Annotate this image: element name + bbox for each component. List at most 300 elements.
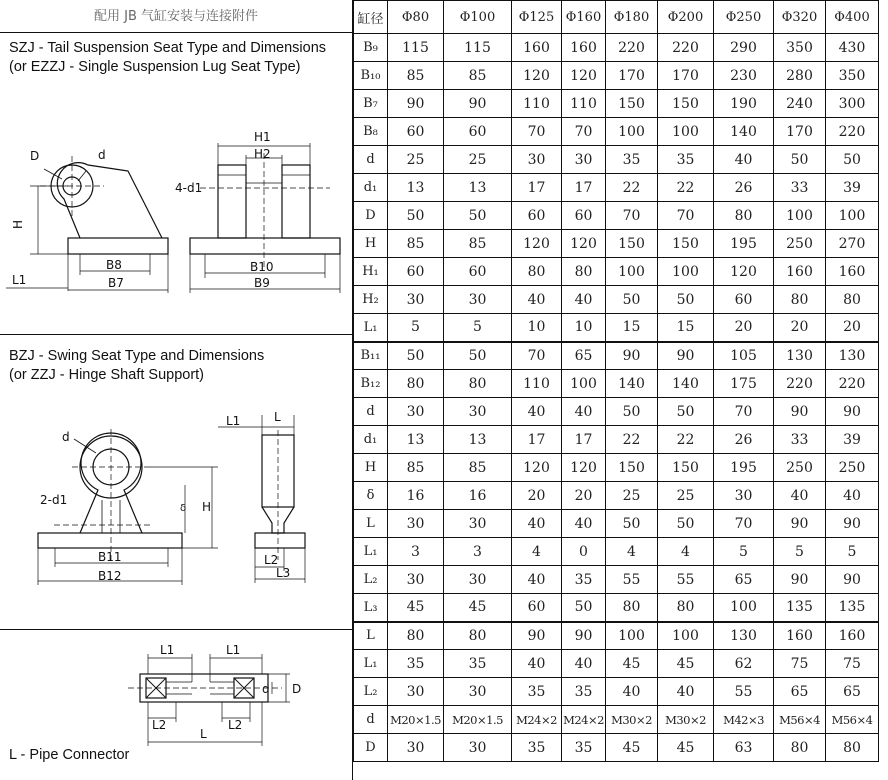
szj-label-d: d xyxy=(98,148,106,162)
value-cell: 160 xyxy=(826,258,879,286)
value-cell: 4 xyxy=(658,538,714,566)
value-cell: 100 xyxy=(658,118,714,146)
value-cell: 65 xyxy=(562,342,606,370)
value-cell: 30 xyxy=(714,482,774,510)
value-cell: 90 xyxy=(512,622,562,650)
szj-label-H: H xyxy=(11,219,25,229)
value-cell: 80 xyxy=(444,622,512,650)
value-cell: 50 xyxy=(658,510,714,538)
value-cell: 39 xyxy=(826,174,879,202)
table-row xyxy=(354,174,879,202)
value-cell: 30 xyxy=(388,398,444,426)
value-cell: 110 xyxy=(512,90,562,118)
szj-title: SZJ - Tail Suspension Seat Type and Dimensions (or EZZJ - Single Suspension Lug Seat Type) xyxy=(9,40,327,75)
value-cell: M56×4 xyxy=(774,706,826,734)
value-cell: 100 xyxy=(606,622,658,650)
value-cell: M20×1.5 xyxy=(444,706,512,734)
bore-col: Φ320 xyxy=(774,1,826,34)
value-cell: 85 xyxy=(388,454,444,482)
value-cell: 110 xyxy=(562,90,606,118)
value-cell: 22 xyxy=(658,174,714,202)
value-cell: 30 xyxy=(444,678,512,706)
bore-col: Φ200 xyxy=(658,1,714,34)
table-row xyxy=(354,510,879,538)
value-cell: 170 xyxy=(606,62,658,90)
value-cell: 50 xyxy=(388,202,444,230)
value-cell: 60 xyxy=(714,286,774,314)
value-cell: 80 xyxy=(774,734,826,762)
value-cell: M24×2 xyxy=(562,706,606,734)
value-cell: 240 xyxy=(774,90,826,118)
table-row xyxy=(354,146,879,174)
value-cell: 55 xyxy=(606,566,658,594)
value-cell: 65 xyxy=(774,678,826,706)
value-cell: 4 xyxy=(606,538,658,566)
value-cell: 220 xyxy=(826,118,879,146)
value-cell: 115 xyxy=(444,34,512,62)
value-cell: 35 xyxy=(562,678,606,706)
bore-col: Φ180 xyxy=(606,1,658,34)
value-cell: 75 xyxy=(826,650,879,678)
spec-table xyxy=(353,0,879,762)
value-cell: 100 xyxy=(714,594,774,622)
value-cell: 150 xyxy=(658,454,714,482)
value-cell: 62 xyxy=(714,650,774,678)
value-cell: 100 xyxy=(826,202,879,230)
value-cell: 35 xyxy=(388,650,444,678)
value-cell: 80 xyxy=(658,594,714,622)
szj-lug-body xyxy=(57,163,162,238)
bzj-label-L2: L2 xyxy=(264,553,279,567)
value-cell: 195 xyxy=(714,230,774,258)
value-cell: 135 xyxy=(826,594,879,622)
bzj-drawing xyxy=(0,335,353,630)
value-cell: 50 xyxy=(774,146,826,174)
table-row xyxy=(354,454,879,482)
value-cell: 140 xyxy=(606,370,658,398)
value-cell: 90 xyxy=(658,342,714,370)
table-row xyxy=(354,398,879,426)
value-cell: 50 xyxy=(562,594,606,622)
value-cell: 20 xyxy=(826,314,879,342)
value-cell: 80 xyxy=(512,258,562,286)
value-cell: 70 xyxy=(562,118,606,146)
value-cell: 30 xyxy=(444,398,512,426)
szj-label-hole: 4-d1 xyxy=(175,181,203,195)
value-cell: 130 xyxy=(774,342,826,370)
value-cell: 13 xyxy=(388,174,444,202)
value-cell: 30 xyxy=(444,286,512,314)
value-cell: 20 xyxy=(512,482,562,510)
value-cell: 90 xyxy=(774,398,826,426)
value-cell: 120 xyxy=(512,230,562,258)
szj-label-D: D xyxy=(30,149,40,163)
value-cell: 100 xyxy=(562,370,606,398)
value-cell: 50 xyxy=(658,286,714,314)
value-cell: 250 xyxy=(774,230,826,258)
value-cell: 85 xyxy=(444,230,512,258)
value-cell: 5 xyxy=(388,314,444,342)
value-cell: 40 xyxy=(562,398,606,426)
szj-drawing xyxy=(0,33,353,335)
value-cell: 270 xyxy=(826,230,879,258)
param-cell: L₁ xyxy=(354,314,388,342)
value-cell: 350 xyxy=(774,34,826,62)
value-cell: 50 xyxy=(444,342,512,370)
value-cell: 5 xyxy=(774,538,826,566)
value-cell: 100 xyxy=(606,258,658,286)
value-cell: 15 xyxy=(606,314,658,342)
value-cell: 17 xyxy=(562,426,606,454)
value-cell: 60 xyxy=(388,118,444,146)
table-row xyxy=(354,118,879,146)
value-cell: 220 xyxy=(826,370,879,398)
bzj-label-d: d xyxy=(62,430,70,444)
value-cell: M24×2 xyxy=(512,706,562,734)
param-cell: B₁₁ xyxy=(354,342,388,370)
bore-col: Φ250 xyxy=(714,1,774,34)
param-cell: B₁₂ xyxy=(354,370,388,398)
value-cell: 25 xyxy=(658,482,714,510)
value-cell: 26 xyxy=(714,174,774,202)
value-cell: 30 xyxy=(388,566,444,594)
table-row xyxy=(354,566,879,594)
value-cell: 100 xyxy=(658,258,714,286)
value-cell: 22 xyxy=(606,426,658,454)
param-cell: B₇ xyxy=(354,90,388,118)
value-cell: 115 xyxy=(388,34,444,62)
pipe-label-L: L xyxy=(200,727,207,741)
param-cell: d xyxy=(354,706,388,734)
bzj-label-L1: L1 xyxy=(226,414,241,428)
value-cell: 30 xyxy=(388,286,444,314)
value-cell: 70 xyxy=(512,342,562,370)
value-cell: 120 xyxy=(562,230,606,258)
value-cell: 90 xyxy=(388,90,444,118)
value-cell: 90 xyxy=(774,566,826,594)
value-cell: 4 xyxy=(512,538,562,566)
bore-col: Φ160 xyxy=(562,1,606,34)
value-cell: 40 xyxy=(512,566,562,594)
table-header xyxy=(354,1,879,34)
param-cell: B₁₀ xyxy=(354,62,388,90)
value-cell: 63 xyxy=(714,734,774,762)
value-cell: 22 xyxy=(658,426,714,454)
value-cell: 110 xyxy=(512,370,562,398)
szj-front-ear-right xyxy=(282,165,310,238)
param-cell: d xyxy=(354,146,388,174)
value-cell: 35 xyxy=(562,566,606,594)
param-cell: B₉ xyxy=(354,34,388,62)
value-cell: 220 xyxy=(606,34,658,62)
value-cell: M30×2 xyxy=(606,706,658,734)
value-cell: 10 xyxy=(562,314,606,342)
table-row xyxy=(354,734,879,762)
table-row xyxy=(354,706,879,734)
value-cell: 130 xyxy=(714,622,774,650)
value-cell: 120 xyxy=(714,258,774,286)
value-cell: 250 xyxy=(826,454,879,482)
value-cell: 80 xyxy=(606,594,658,622)
value-cell: 85 xyxy=(388,230,444,258)
value-cell: 60 xyxy=(562,202,606,230)
value-cell: 75 xyxy=(774,650,826,678)
value-cell: 35 xyxy=(658,146,714,174)
value-cell: 40 xyxy=(826,482,879,510)
param-cell: H xyxy=(354,230,388,258)
param-cell: D xyxy=(354,734,388,762)
param-cell: d₁ xyxy=(354,426,388,454)
szj-label-B9: B9 xyxy=(254,276,270,290)
value-cell: 80 xyxy=(714,202,774,230)
value-cell: 90 xyxy=(826,566,879,594)
value-cell: 26 xyxy=(714,426,774,454)
value-cell: 25 xyxy=(388,146,444,174)
value-cell: 90 xyxy=(606,342,658,370)
value-cell: 17 xyxy=(512,426,562,454)
value-cell: 70 xyxy=(606,202,658,230)
value-cell: 35 xyxy=(444,650,512,678)
value-cell: 40 xyxy=(714,146,774,174)
value-cell: 0 xyxy=(562,538,606,566)
value-cell: 50 xyxy=(388,342,444,370)
pipe-panel xyxy=(0,630,353,780)
value-cell: 150 xyxy=(606,90,658,118)
value-cell: 195 xyxy=(714,454,774,482)
table-row xyxy=(354,34,879,62)
value-cell: 33 xyxy=(774,174,826,202)
accessory-header: 配用 JB 气缸安装与连接附件 xyxy=(0,0,353,33)
table-row xyxy=(354,286,879,314)
bore-col: Φ400 xyxy=(826,1,879,34)
bore-col: Φ80 xyxy=(388,1,444,34)
value-cell: 300 xyxy=(826,90,879,118)
table-row xyxy=(354,90,879,118)
bzj-label-B11: B11 xyxy=(98,550,122,564)
table-row xyxy=(354,202,879,230)
bzj-label-L: L xyxy=(274,410,281,424)
value-cell: 30 xyxy=(562,146,606,174)
value-cell: 430 xyxy=(826,34,879,62)
value-cell: 50 xyxy=(606,510,658,538)
value-cell: 30 xyxy=(444,566,512,594)
value-cell: 70 xyxy=(714,510,774,538)
bzj-side-base xyxy=(255,533,305,548)
param-cell: d xyxy=(354,398,388,426)
value-cell: 40 xyxy=(562,650,606,678)
table-row xyxy=(354,258,879,286)
value-cell: 50 xyxy=(444,202,512,230)
value-cell: 120 xyxy=(562,62,606,90)
value-cell: 45 xyxy=(658,650,714,678)
value-cell: M30×2 xyxy=(658,706,714,734)
value-cell: 100 xyxy=(774,202,826,230)
bore-col: Φ100 xyxy=(444,1,512,34)
value-cell: 90 xyxy=(562,622,606,650)
param-cell: H xyxy=(354,454,388,482)
value-cell: 40 xyxy=(512,650,562,678)
param-cell: H₁ xyxy=(354,258,388,286)
value-cell: 150 xyxy=(606,454,658,482)
value-cell: 50 xyxy=(606,398,658,426)
value-cell: 85 xyxy=(388,62,444,90)
value-cell: 40 xyxy=(562,510,606,538)
bzj-label-B12: B12 xyxy=(98,569,122,583)
value-cell: 20 xyxy=(714,314,774,342)
value-cell: 80 xyxy=(388,622,444,650)
value-cell: 22 xyxy=(606,174,658,202)
value-cell: 280 xyxy=(774,62,826,90)
value-cell: 40 xyxy=(606,678,658,706)
value-cell: 60 xyxy=(512,202,562,230)
param-cell: D xyxy=(354,202,388,230)
szj-panel xyxy=(0,33,353,335)
value-cell: 105 xyxy=(714,342,774,370)
bzj-title: BZJ - Swing Seat Type and Dimensions (or ZZJ - Hinge Shaft Support) xyxy=(9,348,265,383)
table-row xyxy=(354,370,879,398)
value-cell: 39 xyxy=(826,426,879,454)
table-row xyxy=(354,538,879,566)
value-cell: 25 xyxy=(606,482,658,510)
value-cell: 17 xyxy=(562,174,606,202)
value-cell: 220 xyxy=(658,34,714,62)
value-cell: 40 xyxy=(774,482,826,510)
value-cell: 160 xyxy=(512,34,562,62)
value-cell: M56×4 xyxy=(826,706,879,734)
value-cell: 3 xyxy=(388,538,444,566)
szj-base-plate xyxy=(68,238,168,254)
value-cell: 16 xyxy=(444,482,512,510)
value-cell: 120 xyxy=(512,454,562,482)
value-cell: 90 xyxy=(444,90,512,118)
value-cell: 170 xyxy=(774,118,826,146)
value-cell: 45 xyxy=(606,650,658,678)
table-row xyxy=(354,62,879,90)
value-cell: 55 xyxy=(714,678,774,706)
value-cell: 160 xyxy=(774,622,826,650)
value-cell: 40 xyxy=(658,678,714,706)
value-cell: 35 xyxy=(512,678,562,706)
value-cell: 160 xyxy=(774,258,826,286)
value-cell: 175 xyxy=(714,370,774,398)
value-cell: 80 xyxy=(388,370,444,398)
value-cell: 65 xyxy=(826,678,879,706)
value-cell: 70 xyxy=(512,118,562,146)
value-cell: 150 xyxy=(606,230,658,258)
value-cell: 3 xyxy=(444,538,512,566)
pipe-label-L1-right: L1 xyxy=(226,643,241,657)
param-cell: L xyxy=(354,622,388,650)
value-cell: 45 xyxy=(444,594,512,622)
table-row xyxy=(354,594,879,622)
param-cell: L₁ xyxy=(354,650,388,678)
value-cell: M20×1.5 xyxy=(388,706,444,734)
value-cell: 40 xyxy=(512,398,562,426)
value-cell: 20 xyxy=(774,314,826,342)
value-cell: 5 xyxy=(714,538,774,566)
value-cell: 45 xyxy=(658,734,714,762)
table-row xyxy=(354,314,879,342)
bzj-label-delta: δ xyxy=(180,503,187,514)
bzj-base-plate xyxy=(38,533,182,548)
value-cell: 220 xyxy=(774,370,826,398)
value-cell: 30 xyxy=(388,510,444,538)
value-cell: 100 xyxy=(658,622,714,650)
value-cell: 5 xyxy=(444,314,512,342)
table-row xyxy=(354,342,879,370)
value-cell: 120 xyxy=(512,62,562,90)
bzj-label-hole: 2-d1 xyxy=(40,493,68,507)
value-cell: 13 xyxy=(444,174,512,202)
param-cell: H₂ xyxy=(354,286,388,314)
value-cell: 290 xyxy=(714,34,774,62)
value-cell: 50 xyxy=(658,398,714,426)
value-cell: 90 xyxy=(826,398,879,426)
bzj-label-H: H xyxy=(202,500,212,514)
value-cell: 50 xyxy=(826,146,879,174)
szj-label-B10: B10 xyxy=(250,260,274,274)
value-cell: 10 xyxy=(512,314,562,342)
value-cell: M42×3 xyxy=(714,706,774,734)
value-cell: 100 xyxy=(606,118,658,146)
value-cell: 80 xyxy=(774,286,826,314)
szj-label-B8: B8 xyxy=(106,258,122,272)
value-cell: 40 xyxy=(512,286,562,314)
value-cell: 17 xyxy=(512,174,562,202)
value-cell: 140 xyxy=(714,118,774,146)
value-cell: 85 xyxy=(444,454,512,482)
value-cell: 230 xyxy=(714,62,774,90)
table-row xyxy=(354,482,879,510)
value-cell: 150 xyxy=(658,230,714,258)
value-cell: 70 xyxy=(714,398,774,426)
szj-front-ear-left xyxy=(218,165,246,238)
value-cell: 90 xyxy=(826,510,879,538)
value-cell: 33 xyxy=(774,426,826,454)
value-cell: 60 xyxy=(444,258,512,286)
value-cell: 85 xyxy=(444,62,512,90)
bore-col: Φ125 xyxy=(512,1,562,34)
param-cell: L₁ xyxy=(354,538,388,566)
value-cell: 150 xyxy=(658,90,714,118)
value-cell: 90 xyxy=(774,510,826,538)
pipe-label-L2-right: L2 xyxy=(228,718,243,732)
value-cell: 15 xyxy=(658,314,714,342)
szj-label-B7: B7 xyxy=(108,276,124,290)
table-row xyxy=(354,426,879,454)
value-cell: 190 xyxy=(714,90,774,118)
value-cell: 55 xyxy=(658,566,714,594)
value-cell: 13 xyxy=(444,426,512,454)
value-cell: 60 xyxy=(512,594,562,622)
value-cell: 160 xyxy=(562,34,606,62)
bzj-label-L3: L3 xyxy=(276,566,291,580)
value-cell: 250 xyxy=(774,454,826,482)
param-cell: B₈ xyxy=(354,118,388,146)
value-cell: 350 xyxy=(826,62,879,90)
pipe-label-L2-left: L2 xyxy=(152,718,167,732)
table-row xyxy=(354,678,879,706)
table-row xyxy=(354,230,879,258)
value-cell: 70 xyxy=(658,202,714,230)
bzj-panel xyxy=(0,335,353,630)
value-cell: 35 xyxy=(512,734,562,762)
value-cell: 40 xyxy=(562,286,606,314)
value-cell: 160 xyxy=(826,622,879,650)
value-cell: 30 xyxy=(512,146,562,174)
value-cell: 30 xyxy=(444,734,512,762)
value-cell: 140 xyxy=(658,370,714,398)
